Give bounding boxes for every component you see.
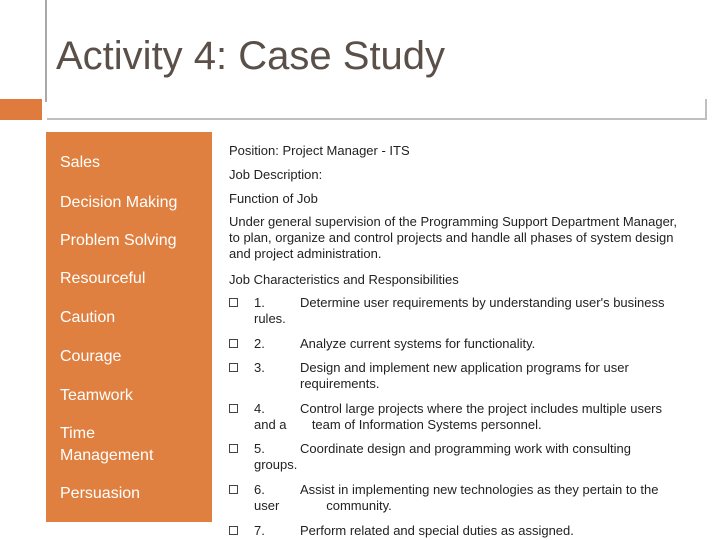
bullet-icon [229, 444, 238, 453]
position-text: Position: Project Manager - ITS [229, 143, 410, 158]
bullet-icon [229, 485, 238, 494]
trait-caution: Caution [60, 309, 116, 326]
trait-problem-solving: Problem Solving [60, 232, 177, 249]
bullet-icon [229, 404, 238, 413]
bullet-icon [229, 298, 238, 307]
accent-line-vertical [45, 0, 47, 102]
title-rule [47, 118, 707, 120]
trait-persuasion: Persuasion [60, 485, 141, 502]
trait-decision-making: Decision Making [60, 194, 178, 211]
trait-sales: Sales [60, 154, 101, 171]
bullet-icon [229, 363, 238, 372]
trait-courage: Courage [60, 348, 122, 365]
trait-time-management: Time Management [60, 425, 154, 464]
title-rule-end [705, 99, 707, 120]
accent-bar [0, 99, 42, 120]
bullet-icon [229, 339, 238, 348]
bullet-icon [229, 526, 238, 535]
job-description-label: Job Description: [229, 167, 323, 182]
trait-teamwork: Teamwork [60, 387, 133, 404]
slide-title: Activity 4: Case Study [56, 34, 446, 78]
characteristics-label: Job Characteristics and Responsibilities [229, 272, 459, 287]
trait-resourceful: Resourceful [60, 270, 146, 287]
function-label: Function of Job [229, 191, 318, 206]
function-text: Under general supervision of the Programming Support Department Manager, to plan, organize and control projects and handle all phases of system design and project administration. [229, 214, 678, 261]
